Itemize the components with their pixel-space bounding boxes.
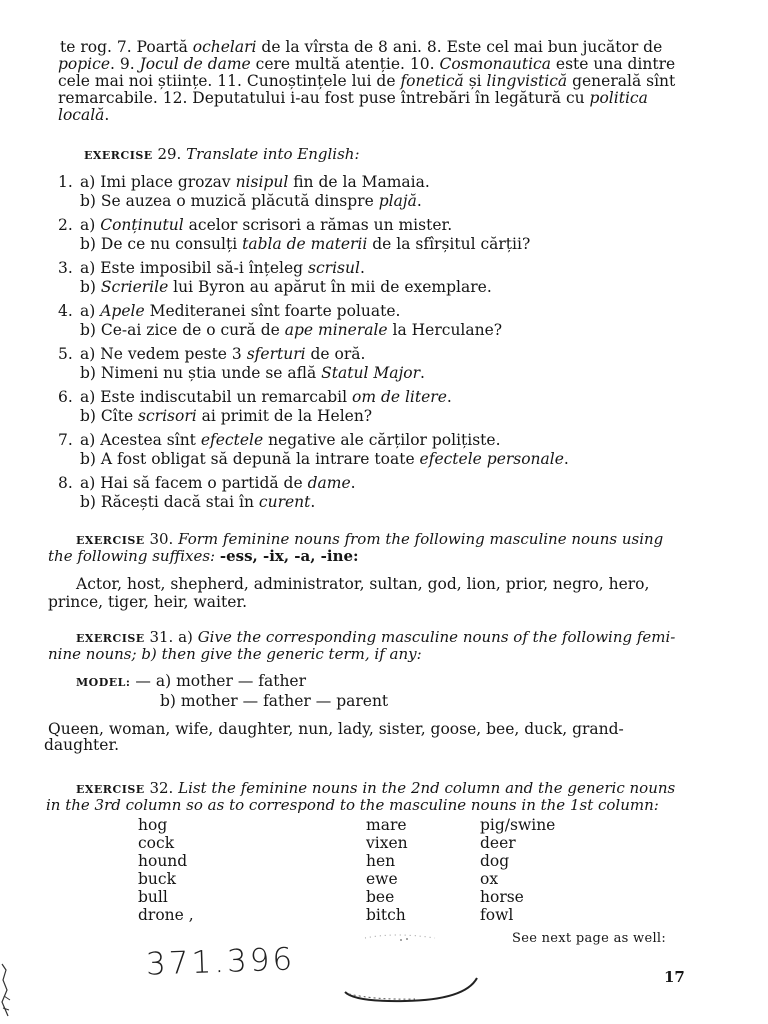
model-line-b: b) mother — father — parent bbox=[160, 692, 389, 710]
exercise-29-item-a bbox=[58, 174, 430, 191]
feminine-noun: bitch bbox=[366, 906, 406, 924]
item-number: 2. bbox=[58, 216, 73, 234]
sentence-text: b) Se auzea o muzică plăcută dinspre bbox=[80, 192, 379, 210]
handwritten-catalog-number: 371.396 bbox=[145, 941, 296, 983]
sentence-text: de la sfîrșitul cărții? bbox=[367, 235, 531, 253]
sentence-text: a) Hai să facem o partidă de bbox=[80, 474, 308, 492]
model-line-a: MODEL: — a) mother — father bbox=[76, 672, 307, 690]
exercise-31-word-list: Queen, woman, wife, daughter, nun, lady, sister, goose, bee, duck, grand- bbox=[48, 720, 624, 738]
feminine-noun: vixen bbox=[366, 834, 408, 852]
sentence-text: . bbox=[563, 450, 569, 468]
target-word: Conținutul bbox=[100, 216, 184, 234]
target-word: sferturi bbox=[246, 345, 306, 363]
text-line: locală. bbox=[58, 106, 110, 124]
item-number: 6. bbox=[58, 388, 73, 406]
exercise-30-heading-cont: the following suffixes: -ess, -ix, -a, -ine: bbox=[48, 547, 359, 565]
target-word: nisipul bbox=[235, 173, 289, 191]
exercise-29-item-a bbox=[58, 389, 452, 406]
sentence-text: la Herculane? bbox=[387, 321, 503, 339]
text-line: popice. 9. Jocul de dame cere multă atenție. 10. Cosmonautica este una dintre bbox=[58, 55, 676, 73]
exercise-29-item-a bbox=[58, 346, 365, 363]
feminine-noun: mare bbox=[366, 816, 407, 834]
target-word: scrisori bbox=[138, 407, 197, 425]
sentence-text: Mediteranei sînt foarte poluate. bbox=[144, 302, 401, 320]
sentence-text: a) bbox=[80, 216, 101, 234]
sentence-text: . bbox=[310, 493, 316, 511]
text-line: cele mai noi științe. 11. Cunoștințele lui de fonetică și lingvistică generală sînt bbox=[58, 72, 676, 90]
exercise-29-item-a bbox=[58, 260, 365, 277]
item-number: 4. bbox=[58, 302, 73, 320]
exercise-29-item-b bbox=[80, 451, 569, 468]
target-word: scrisul bbox=[308, 259, 360, 277]
sentence-text: fin de la Mamaia. bbox=[288, 173, 430, 191]
exercise-32-heading: EXERCISE 32. List the feminine nouns in the 2nd column and the generic nouns bbox=[76, 779, 676, 797]
target-word: om de litere bbox=[352, 388, 447, 406]
exercise-29-item-a bbox=[58, 432, 501, 449]
generic-noun: fowl bbox=[480, 906, 514, 924]
generic-noun: pig/swine bbox=[480, 816, 556, 834]
target-word: curent bbox=[258, 493, 311, 511]
sentence-text: b) De ce nu consulți bbox=[80, 235, 243, 253]
target-word: Apele bbox=[100, 302, 145, 320]
exercise-31-heading: EXERCISE 31. a) Give the corresponding masculine nouns of the following femi- bbox=[76, 628, 676, 646]
page-number: 17 bbox=[664, 968, 685, 986]
generic-noun: dog bbox=[480, 852, 510, 870]
masculine-noun: buck bbox=[138, 870, 176, 888]
exercise-29-item-a bbox=[58, 217, 452, 234]
sentence-text: de oră. bbox=[305, 345, 366, 363]
text-line: remarcabile. 12. Deputatului i-au fost puse întrebări în legătură cu politica bbox=[58, 89, 648, 107]
sentence-text: a) Ne vedem peste 3 bbox=[80, 345, 247, 363]
masculine-noun: hound bbox=[138, 852, 188, 870]
sentence-text: negative ale cărților polițiste. bbox=[263, 431, 501, 449]
exercise-29-item-b bbox=[80, 279, 492, 296]
sentence-text: a) Acestea sînt bbox=[80, 431, 201, 449]
see-next-page-note: See next page as well: bbox=[512, 931, 667, 946]
sentence-text: . bbox=[350, 474, 356, 492]
masculine-noun: cock bbox=[138, 834, 175, 852]
target-word: ape minerale bbox=[284, 321, 388, 339]
sentence-text: . bbox=[416, 192, 422, 210]
sentence-text: lui Byron au apărut în mii de exemplare. bbox=[168, 278, 492, 296]
feminine-noun: hen bbox=[366, 852, 396, 870]
exercise-29-item-b bbox=[80, 236, 530, 253]
sentence-text: acelor scrisori a rămas un mister. bbox=[183, 216, 453, 234]
sentence-text: b) A fost obligat să depună la intrare toate bbox=[80, 450, 420, 468]
item-number: 1. bbox=[58, 173, 73, 191]
scan-edge-mark-icon bbox=[0, 960, 16, 1020]
sentence-text: b) Ce-ai zice de o cură de bbox=[80, 321, 285, 339]
feminine-noun: ewe bbox=[366, 870, 398, 888]
masculine-noun: hog bbox=[138, 816, 168, 834]
sentence-text: a) Este indiscutabil un remarcabil bbox=[80, 388, 352, 406]
target-word: efectele bbox=[200, 431, 264, 449]
generic-noun: horse bbox=[480, 888, 524, 906]
exercise-29-item-b bbox=[80, 494, 315, 511]
item-number: 3. bbox=[58, 259, 73, 277]
target-word: Statul Major bbox=[321, 364, 420, 382]
generic-noun: deer bbox=[480, 834, 516, 852]
feminine-noun: bee bbox=[366, 888, 395, 906]
sentence-text: ai primit de la Helen? bbox=[196, 407, 373, 425]
sentence-text: a) bbox=[80, 302, 101, 320]
text-line: te rog. 7. Poartă ochelari de la vîrsta de 8 ani. 8. Este cel mai bun jucător de bbox=[60, 38, 663, 56]
exercise-31-heading-cont: nine nouns; b) then give the generic term, if any: bbox=[48, 645, 422, 663]
target-word: Scrierile bbox=[100, 278, 169, 296]
sentence-text: b) Răcești dacă stai în bbox=[80, 493, 259, 511]
exercise-29-item-b bbox=[80, 365, 425, 382]
sentence-text: b) Nimeni nu știa unde se află bbox=[80, 364, 322, 382]
exercise-29-heading: EXERCISE 29. Translate into English: bbox=[84, 145, 360, 163]
exercise-29-item-b bbox=[80, 322, 502, 339]
item-number: 8. bbox=[58, 474, 73, 492]
stamp-impression-icon bbox=[335, 930, 485, 1004]
exercise-31-word-list-cont: daughter. bbox=[44, 736, 120, 754]
sentence-text: . bbox=[446, 388, 452, 406]
exercise-30-word-list-cont: prince, tiger, heir, waiter. bbox=[48, 593, 247, 611]
exercise-29-item-b bbox=[80, 193, 422, 210]
sentence-text: b) bbox=[80, 278, 101, 296]
sentence-text: . bbox=[420, 364, 425, 382]
generic-noun: ox bbox=[480, 870, 499, 888]
exercise-30-heading: EXERCISE 30. Form feminine nouns from the following masculine nouns using bbox=[76, 530, 664, 548]
sentence-text: b) Cîte bbox=[80, 407, 139, 425]
target-word: tabla de materii bbox=[242, 235, 368, 253]
target-word: dame bbox=[307, 474, 351, 492]
sentence-text: . bbox=[359, 259, 365, 277]
exercise-29-item-a bbox=[58, 475, 356, 492]
sentence-text: a) Imi place grozav bbox=[80, 173, 236, 191]
item-number: 7. bbox=[58, 431, 73, 449]
target-word: plajă bbox=[378, 192, 417, 210]
sentence-text: a) Este imposibil să-i înțeleg bbox=[80, 259, 309, 277]
masculine-noun: bull bbox=[138, 888, 168, 906]
exercise-29-item-b bbox=[80, 408, 372, 425]
exercise-30-word-list: Actor, host, shepherd, administrator, sultan, god, lion, prior, negro, hero, bbox=[76, 575, 650, 593]
masculine-noun: drone , bbox=[138, 906, 194, 924]
exercise-29-item-a bbox=[58, 303, 400, 320]
target-word: efectele personale bbox=[419, 450, 564, 468]
item-number: 5. bbox=[58, 345, 73, 363]
exercise-32-heading-cont: in the 3rd column so as to correspond to the masculine nouns in the 1st column: bbox=[46, 796, 659, 814]
